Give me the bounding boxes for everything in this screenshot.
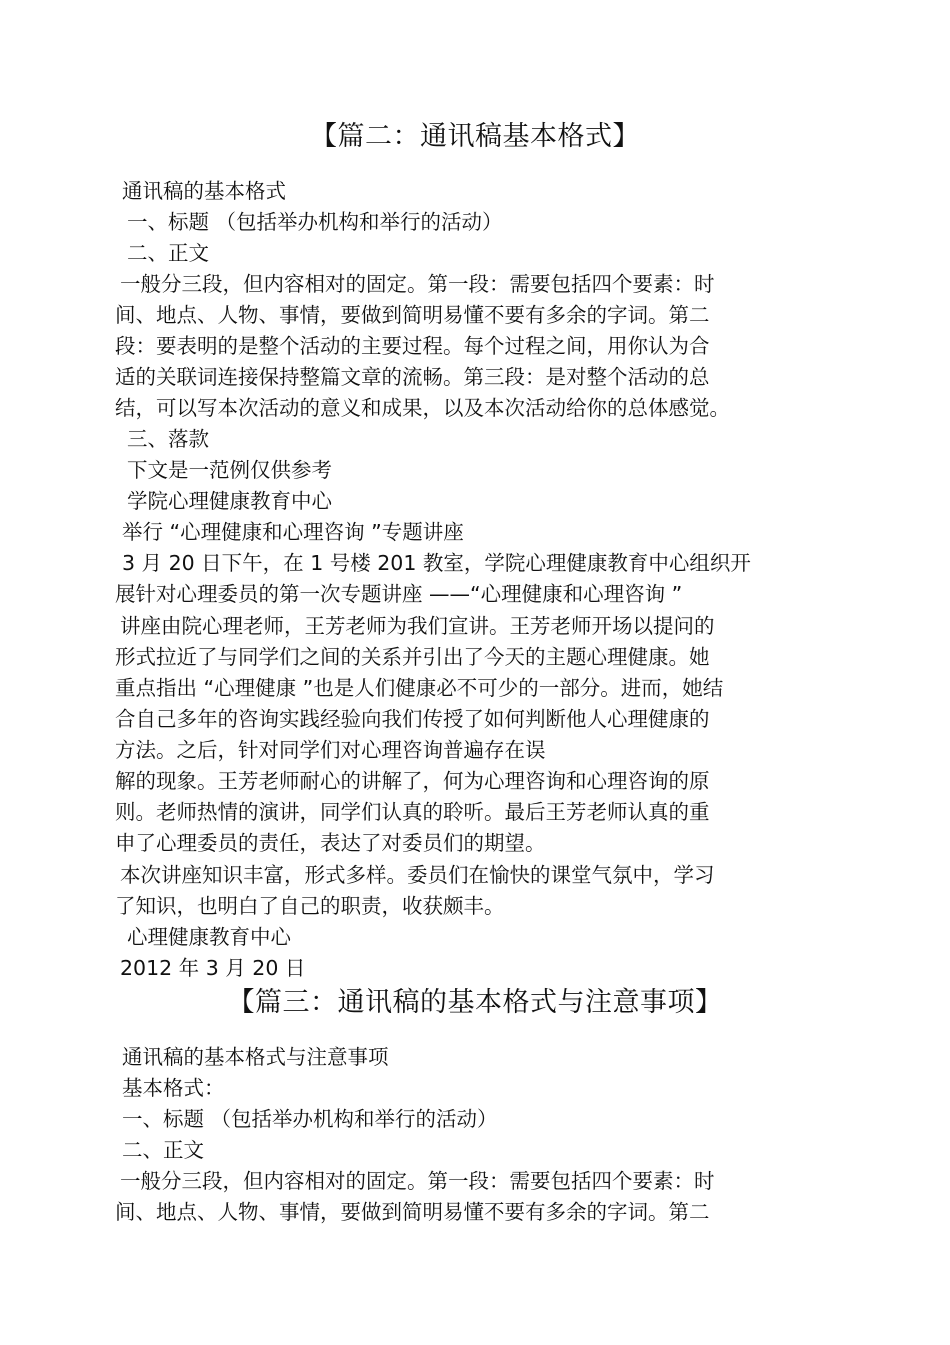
s2-line-12: 举行 “心理健康和心理咨询 ”专题讲座 bbox=[122, 520, 464, 544]
s2-line-4: 一般分三段，但内容相对的固定。第一段：需要包括四个要素：时 bbox=[120, 272, 715, 296]
s2-line-9: 三、落款 bbox=[127, 427, 209, 451]
s2-line-2: 一、标题 （包括举办机构和举行的活动） bbox=[127, 210, 503, 234]
s2-line-14: 展针对心理委员的第一次专题讲座 ——“心理健康和心理咨询 ” bbox=[115, 582, 683, 606]
s3-line-4: 二、正文 bbox=[122, 1138, 204, 1162]
s2-line-13: 3 月 20 日下午，在 1 号楼 201 教室，学院心理健康教育中心组织开 bbox=[122, 551, 751, 575]
s2-line-1: 通讯稿的基本格式 bbox=[122, 179, 286, 203]
s3-line-3: 一、标题 （包括举办机构和举行的活动） bbox=[122, 1107, 498, 1131]
s3-line-2: 基本格式： bbox=[122, 1076, 225, 1100]
s2-line-18: 合自己多年的咨询实践经验向我们传授了如何判断他人心理健康的 bbox=[115, 707, 710, 731]
s3-line-1: 通讯稿的基本格式与注意事项 bbox=[122, 1045, 389, 1069]
s2-line-3: 二、正文 bbox=[127, 241, 209, 265]
s2-line-11: 学院心理健康教育中心 bbox=[127, 489, 332, 513]
s2-line-10: 下文是一范例仅供参考 bbox=[127, 458, 332, 482]
s2-line-7: 适的关联词连接保持整篇文章的流畅。第三段：是对整个活动的总 bbox=[115, 365, 710, 389]
s2-line-8: 结，可以写本次活动的意义和成果，以及本次活动给你的总体感觉。 bbox=[115, 396, 730, 420]
s2-line-6: 段：要表明的是整个活动的主要过程。每个过程之间，用你认为合 bbox=[115, 334, 710, 358]
s2-line-23: 本次讲座知识丰富，形式多样。委员们在愉快的课堂气氛中，学习 bbox=[120, 863, 715, 887]
s2-line-19: 方法。之后，针对同学们对心理咨询普遍存在误 bbox=[115, 738, 546, 762]
s2-line-17: 重点指出 “心理健康 ”也是人们健康必不可少的一部分。进而，她结 bbox=[115, 676, 724, 700]
s2-line-25: 心理健康教育中心 bbox=[127, 925, 291, 949]
s2-line-24: 了知识，也明白了自己的职责，收获颇丰。 bbox=[115, 894, 505, 918]
s2-line-16: 形式拉近了与同学们之间的关系并引出了今天的主题心理健康。她 bbox=[115, 645, 710, 669]
section-3-title: 【篇三：通讯稿的基本格式与注意事项】 bbox=[227, 987, 723, 1018]
s2-line-21: 则。老师热情的演讲，同学们认真的聆听。最后王芳老师认真的重 bbox=[115, 800, 710, 824]
s3-line-5: 一般分三段，但内容相对的固定。第一段：需要包括四个要素：时 bbox=[120, 1169, 715, 1193]
s2-line-20: 解的现象。王芳老师耐心的讲解了，何为心理咨询和心理咨询的原 bbox=[115, 769, 710, 793]
s2-line-22: 申了心理委员的责任，表达了对委员们的期望。 bbox=[115, 831, 546, 855]
s2-line-5: 间、地点、人物、事情，要做到简明易懂不要有多余的字词。第二 bbox=[115, 303, 710, 327]
s3-line-6: 间、地点、人物、事情，要做到简明易懂不要有多余的字词。第二 bbox=[115, 1200, 710, 1224]
s2-line-26: 2012 年 3 月 20 日 bbox=[120, 956, 306, 980]
section-2-title: 【篇二：通讯稿基本格式】 bbox=[310, 121, 640, 152]
s2-line-15: 讲座由院心理老师，王芳老师为我们宣讲。王芳老师开场以提问的 bbox=[120, 614, 715, 638]
